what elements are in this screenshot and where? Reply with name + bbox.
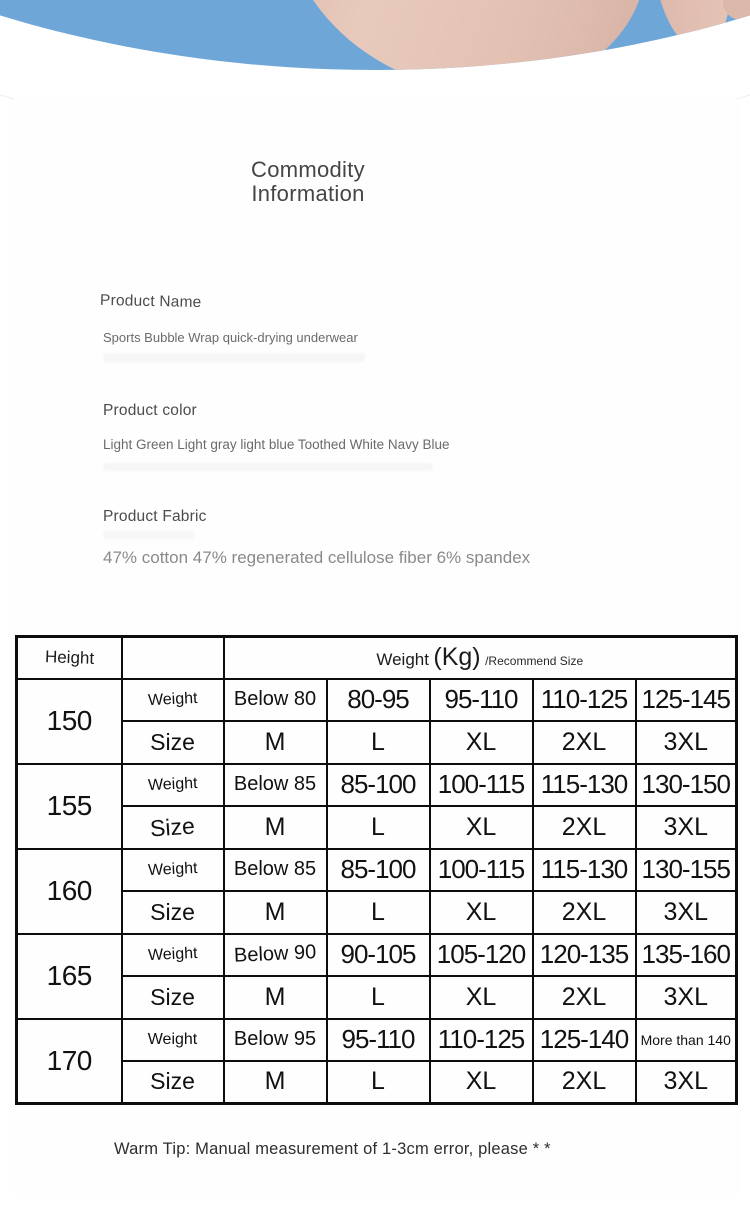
product-color-value: Light Green Light gray light blue Toothed White Navy Blue [103, 437, 450, 452]
weight-range: 85-100 [327, 764, 430, 806]
height-value: 155 [17, 764, 122, 849]
weight-range: 115-130 [533, 764, 636, 806]
weight-range: 130-155 [636, 849, 737, 891]
size-value: 3XL [636, 891, 737, 934]
hero-photo [0, 0, 750, 96]
model-torso-image [269, 0, 651, 70]
size-row-label: Size [122, 1061, 224, 1104]
weight-range: 125-140 [533, 1019, 636, 1061]
size-value: 2XL [533, 976, 636, 1019]
size-value: L [327, 721, 430, 764]
size-value: L [327, 806, 430, 849]
weight-range: More than 140 [636, 1019, 737, 1061]
size-chart [15, 635, 735, 1105]
faded-text-remnant [103, 531, 195, 539]
weight-column-header: Weight (Kg) /Recommend Size [224, 637, 737, 679]
weight-range: Below 90 [224, 934, 327, 976]
size-row-label: Size [122, 806, 224, 849]
weight-range: 135-160 [636, 934, 737, 976]
size-row-label: Size [122, 976, 224, 1019]
size-value: M [224, 721, 327, 764]
table-row [17, 934, 737, 976]
page-title-line2: Information [251, 181, 365, 206]
size-value: XL [430, 806, 533, 849]
weight-range: 100-115 [430, 764, 533, 806]
size-row-label: Size [122, 891, 224, 934]
height-value: 165 [17, 934, 122, 1019]
weight-range: 80-95 [327, 679, 430, 721]
weight-range: Below 85 [224, 764, 327, 806]
size-value: L [327, 976, 430, 1019]
table-row [17, 849, 737, 891]
table-row [17, 1061, 737, 1104]
faded-text-remnant [103, 353, 365, 362]
size-value: M [224, 806, 327, 849]
size-value: 3XL [636, 1061, 737, 1104]
weight-range: 95-110 [430, 679, 533, 721]
photo-blue-background [0, 0, 750, 70]
weight-range: 90-105 [327, 934, 430, 976]
height-value: 150 [17, 679, 122, 764]
size-value: 2XL [533, 721, 636, 764]
size-value: M [224, 891, 327, 934]
size-value: L [327, 1061, 430, 1104]
weight-row-label: Weight [122, 764, 224, 806]
size-value: XL [430, 891, 533, 934]
table-row [17, 891, 737, 934]
size-chart-header-row [17, 637, 737, 679]
weight-range: 105-120 [430, 934, 533, 976]
table-row [17, 679, 737, 721]
weight-range: 120-135 [533, 934, 636, 976]
weight-range: 85-100 [327, 849, 430, 891]
page-title [222, 158, 394, 206]
table-row [17, 764, 737, 806]
size-value: 2XL [533, 806, 636, 849]
faded-text-remnant [103, 463, 433, 471]
height-value: 160 [17, 849, 122, 934]
size-value: M [224, 1061, 327, 1104]
table-row [17, 976, 737, 1019]
empty-header-cell [122, 637, 224, 679]
weight-range: 130-150 [636, 764, 737, 806]
table-row [17, 721, 737, 764]
weight-row-label: Weight [122, 849, 224, 891]
product-name-value: Sports Bubble Wrap quick-drying underwear [103, 330, 358, 345]
weight-range: 115-130 [533, 849, 636, 891]
weight-range: 125-145 [636, 679, 737, 721]
size-value: XL [430, 721, 533, 764]
size-value: 2XL [533, 1061, 636, 1104]
warm-tip-text: Warm Tip: Manual measurement of 1-3cm error, please * * [114, 1140, 551, 1158]
weight-range: Below 95 [224, 1019, 327, 1061]
weight-row-label: Weight [122, 1019, 224, 1061]
size-value: 3XL [636, 806, 737, 849]
height-value: 170 [17, 1019, 122, 1104]
weight-row-label: Weight [122, 934, 224, 976]
size-value: L [327, 891, 430, 934]
weight-range: Below 85 [224, 849, 327, 891]
product-fabric-label: Product Fabric [103, 508, 207, 525]
product-color-label: Product color [103, 402, 197, 419]
size-value: 3XL [636, 976, 737, 1019]
weight-range: 100-115 [430, 849, 533, 891]
table-row [17, 1019, 737, 1061]
size-value: XL [430, 976, 533, 1019]
size-value: XL [430, 1061, 533, 1104]
product-fabric-value: 47% cotton 47% regenerated cellulose fiber 6% spandex [103, 548, 531, 567]
weight-range: 95-110 [327, 1019, 430, 1061]
weight-range: Below 80 [224, 679, 327, 721]
weight-range: 110-125 [430, 1019, 533, 1061]
height-column-header: Height [17, 637, 122, 679]
size-row-label: Size [122, 721, 224, 764]
weight-range: 110-125 [533, 679, 636, 721]
size-value: 3XL [636, 721, 737, 764]
page-title-line1: Commodity [251, 157, 365, 182]
product-name-label: Product Name [99, 291, 202, 312]
weight-row-label: Weight [122, 679, 224, 721]
table-row [17, 806, 737, 849]
size-value: 2XL [533, 891, 636, 934]
size-value: M [224, 976, 327, 1019]
